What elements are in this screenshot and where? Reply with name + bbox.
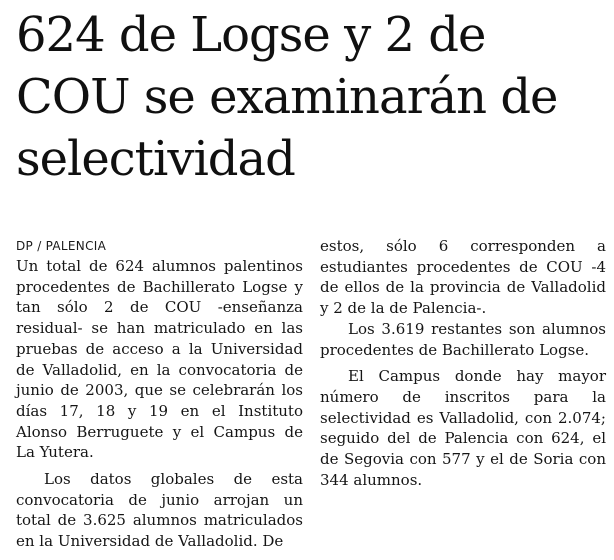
right-column — [320, 236, 606, 490]
left-column — [16, 236, 303, 552]
headline: 624 de Logse y 2 de COU se examinarán de selectividad — [16, 7, 558, 187]
paragraph-4: El Campus donde hay mayor número de inscritos para la selectividad es Valladolid, con 2.074; seguido del de Palencia con 624, el de Segovia con 577 y el de Soria con 344 alumnos. — [320, 367, 606, 489]
paragraph-2-continued: estos, sólo 6 corresponden a estudiantes procedentes de COU -4 de ellos de la provincia de Valladolid y 2 de la de Palencia-. — [320, 237, 606, 318]
paragraph-1: Un total de 624 alumnos palentinos procedentes de Bachillerato Logse y tan sólo 2 de COU -enseñanza residual- se han matriculado en las pruebas de acceso a la Universidad de Valladolid, en la convocatoria de junio de 2003, que se celebrarán los días 17, 18 y 19 en el Instituto Alonso Berruguete y el Campus de La Yutera. — [16, 257, 303, 462]
paragraph-3: Los 3.619 restantes son alumnos procedentes de Bachillerato Logse. — [320, 319, 606, 359]
byline: DP / PALENCIA — [16, 239, 107, 253]
paragraph-2: Los datos globales de esta convocatoria de junio arrojan un total de 3.625 alumnos matriculados en la Universidad de Valladolid. De — [16, 470, 303, 551]
